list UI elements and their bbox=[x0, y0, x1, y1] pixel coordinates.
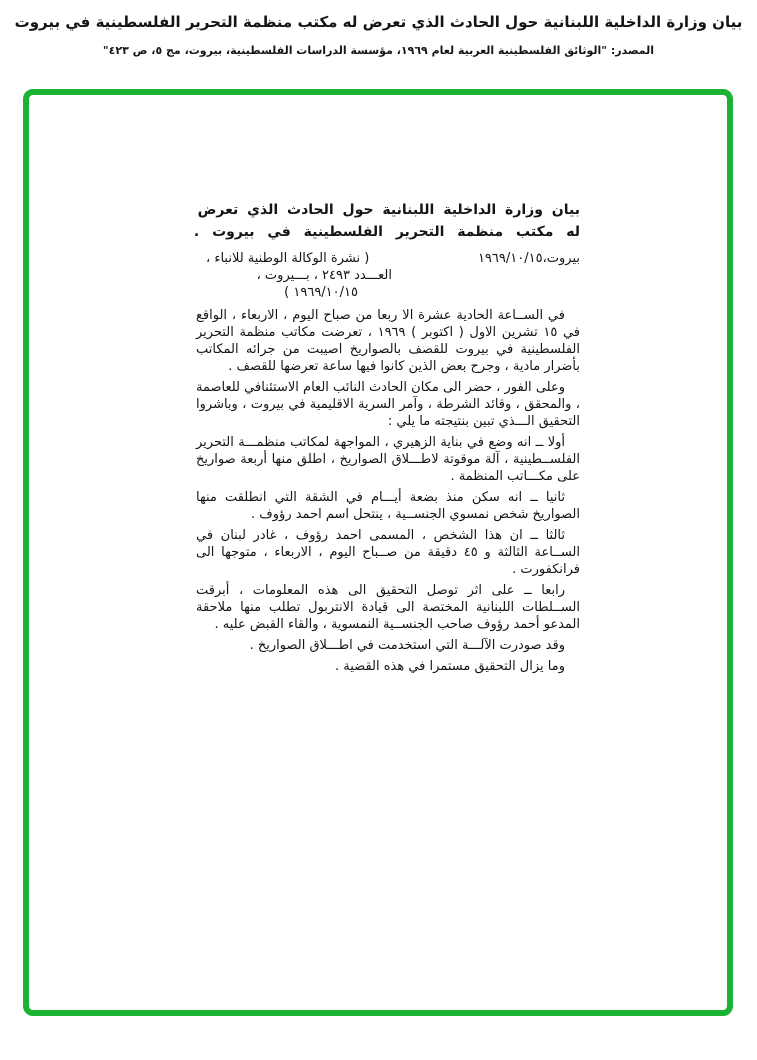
document-paragraph-third-finding: ثالثا ــ ان هذا الشخص ، المسمى احمد رؤوف ، غادر لبنان في الســاعة الثالثة و ٤٥ دقيقة من صــباح اليوم ، الاربعاء ، متوجها الى فرانكفورت . bbox=[196, 528, 580, 577]
page-header bbox=[0, 10, 757, 58]
dateline-agency: ( نشرة الوكالة الوطنية للانباء ، bbox=[206, 251, 370, 266]
document-title bbox=[193, 199, 580, 243]
document-text-column bbox=[193, 199, 580, 675]
dateline-row bbox=[196, 250, 580, 267]
dateline-date: ١٩٦٩/١٠/١٥ ) bbox=[284, 285, 358, 300]
document-paragraph-second-finding: ثانيا ــ انه سكن منذ بضعة أيـــام في الشقة التي انطلقت منها الصواريخ شخص نمسوي الجنســية ، ينتحل اسم احمد رؤوف . bbox=[196, 490, 580, 522]
document-paragraph-intro: في الســاعة الحادية عشرة الا ربعا من صباح اليوم ، الاربعاء ، الواقع في ١٥ تشرين الاول ( اكتوبر ) ١٩٦٩ ، تعرضت مكاتب منظمة التحرير الفلسطينية في بيروت للقصف بالصواريخ اصيبت من جرائه المكاتب بأضرار مادية ، وجرح بعض الذين كانوا فيها ساعة تعرضها للقصف . bbox=[196, 308, 580, 374]
header-source-citation: المصدر: "الوثائق الفلسطينية العربية لعام ١٩٦٩، مؤسسة الدراسات الفلسطينية، بيروت، مج ٥، ص ٤٢٣" bbox=[102, 44, 655, 57]
document-body bbox=[196, 307, 580, 675]
document-paragraph-first-finding: أولا ــ انه وضع في بناية الزهيري ، المواجهة لمكاتب منظمـــة التحرير الفلســطينية ، آلة موقوتة لاطـــلاق الصواريخ ، اطلق منها أربعة صواريخ على مكـــاتب المنظمة . bbox=[196, 435, 580, 484]
document-paragraph-investigation: وعلى الفور ، حضر الى مكان الحادث النائب العام الاستئنافي للعاصمة ، والمحقق ، وقائد الشرطة ، وآمر السرية الاقليمية في بيروت ، وباشروا التحقيق الـــذي تبين بنتيجته ما يلي : bbox=[196, 380, 580, 429]
document-title-line2: له مكتب منظمة التحرير الفلسطينية في بيروت . bbox=[193, 224, 580, 240]
document-paragraph-confiscation: وقد صودرت الآلـــة التي استخدمت في اطـــلاق الصواريخ . bbox=[249, 638, 565, 653]
page-border-frame bbox=[23, 89, 733, 1016]
document-paragraph-fourth-finding: رابعا ــ على اثر توصل التحقيق الى هذه المعلومات ، أبرقت الســلطات اللبنانية المختصة الى قيادة الانتربول تطلب منها ملاحقة المدعو أحمد رؤوف صاحب الجنســية النمسوية ، والقاء القبض عليه . bbox=[196, 583, 580, 632]
dateline-issue-number: العـــدد ٢٤٩٣ ، بـــيروت ، bbox=[256, 268, 392, 283]
document-title-line1: بيان وزارة الداخلية اللبنانية حول الحادث الذي تعرض bbox=[197, 202, 580, 218]
dateline-block bbox=[196, 250, 580, 301]
document-paragraph-closing: وما يزال التحقيق مستمرا في هذه القضية . bbox=[335, 659, 565, 674]
dateline-city-date: بيروت،١٩٦٩/١٠/١٥ bbox=[477, 251, 580, 266]
header-title: بيان وزارة الداخلية اللبنانية حول الحادث الذي تعرض له مكتب منظمة التحرير الفلسطينية في بيروت bbox=[14, 13, 743, 31]
